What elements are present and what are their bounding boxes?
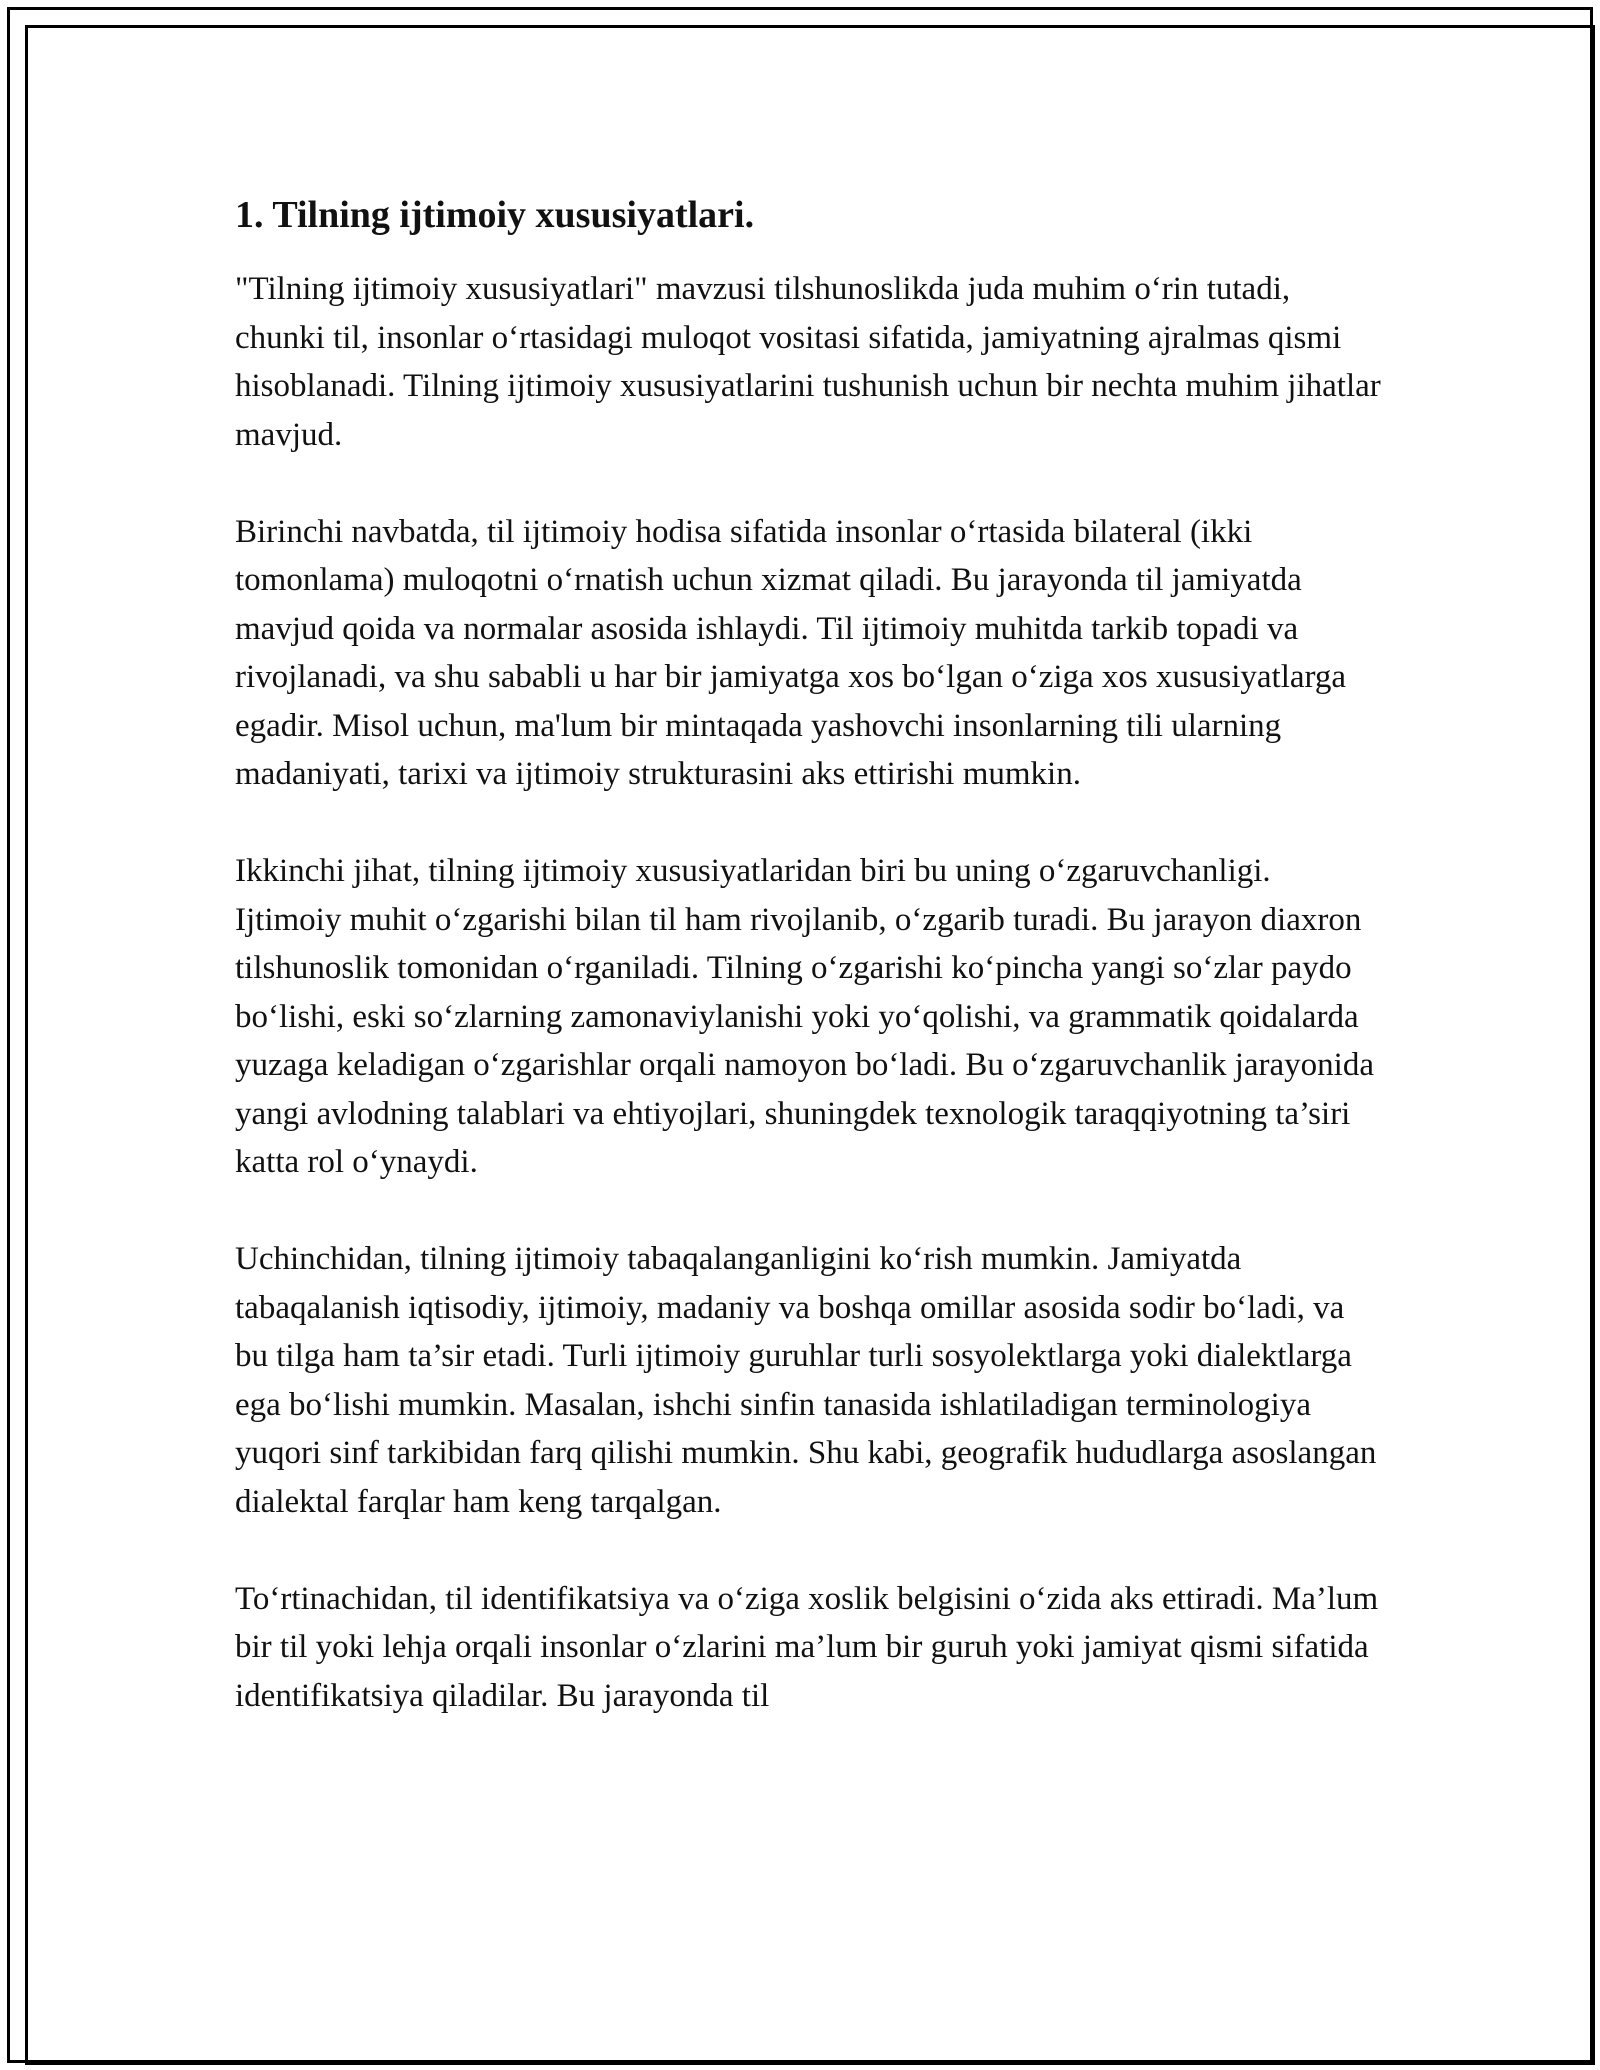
document-body [235, 190, 1385, 1769]
paragraph-intro: "Tilning ijtimoiy xususiyatlari" mavzusi tilshunoslikda juda muhim o‘rin tutadi, chunki til, insonlar o‘rtasidagi muloqot vositasi sifatida, jamiyatning ajralmas qismi hisoblanadi. Tilning ijtimoiy xususiyatlarini tushunish uchun bir nechta muhim jihatlar mavjud. [235, 271, 1381, 453]
document-title: 1. Tilning ijtimoiy xususiyatlari. [235, 194, 755, 236]
paragraph-second-point: Ikkinchi jihat, tilning ijtimoiy xususiyatlaridan biri bu uning o‘zgaruvchanligi. Ijtimoiy muhit o‘zgarishi bilan til ham rivojlanib, o‘zgarib turadi. Bu jarayon diaxron tilshunoslik tomonidan o‘rganiladi. Tilning o‘zgarishi ko‘pincha yangi so‘zlar paydo bo‘lishi, eski so‘zlarning zamonaviylanishi yoki yo‘qolishi, va grammatik qoidalarda yuzaga keladigan o‘zgarishlar orqali namoyon bo‘ladi. Bu o‘zgaruvchanlik jarayonida yangi avlodning talablari va ehtiyojlari, shuningdek texnologik taraqqiyotning ta’siri katta rol o‘ynaydi. [235, 853, 1374, 1180]
paragraph-fourth-point: To‘rtinachidan, til identifikatsiya va o‘ziga xoslik belgisini o‘zida aks ettiradi. Ma’lum bir til yoki lehja orqali insonlar o‘zlarini ma’lum bir guruh yoki jamiyat qismi sifatida identifikatsiya qiladilar. Bu jarayonda til [235, 1580, 1379, 1714]
paragraph-third-point: Uchinchidan, tilning ijtimoiy tabaqalanganligini ko‘rish mumkin. Jamiyatda tabaqalanish iqtisodiy, ijtimoiy, madaniy va boshqa omillar asosida sodir bo‘ladi, va bu tilga ham ta’sir etadi. Turli ijtimoiy guruhlar turli sosyolektlarga yoki dialektlarga ega bo‘lishi mumkin. Masalan, ishchi sinfin tanasida ishlatiladigan terminologiya yuqori sinf tarkibidan farq qilishi mumkin. Shu kabi, geografik hududlarga asoslangan dialektal farqlar ham keng tarqalgan. [235, 1241, 1377, 1520]
paragraph-first-point: Birinchi navbatda, til ijtimoiy hodisa sifatida insonlar o‘rtasida bilateral (ikki tomonlama) muloqotni o‘rnatish uchun xizmat qiladi. Bu jarayonda til jamiyatda mavjud qoida va normalar asosida ishlaydi. Til ijtimoiy muhitda tarkib topadi va rivojlanadi, va shu sababli u har bir jamiyatga xos bo‘lgan o‘ziga xos xususiyatlarga egadir. Misol uchun, ma'lum bir mintaqada yashovchi insonlarning tili ularning madaniyati, tarixi va ijtimoiy strukturasini aks ettirishi mumkin. [235, 513, 1347, 792]
